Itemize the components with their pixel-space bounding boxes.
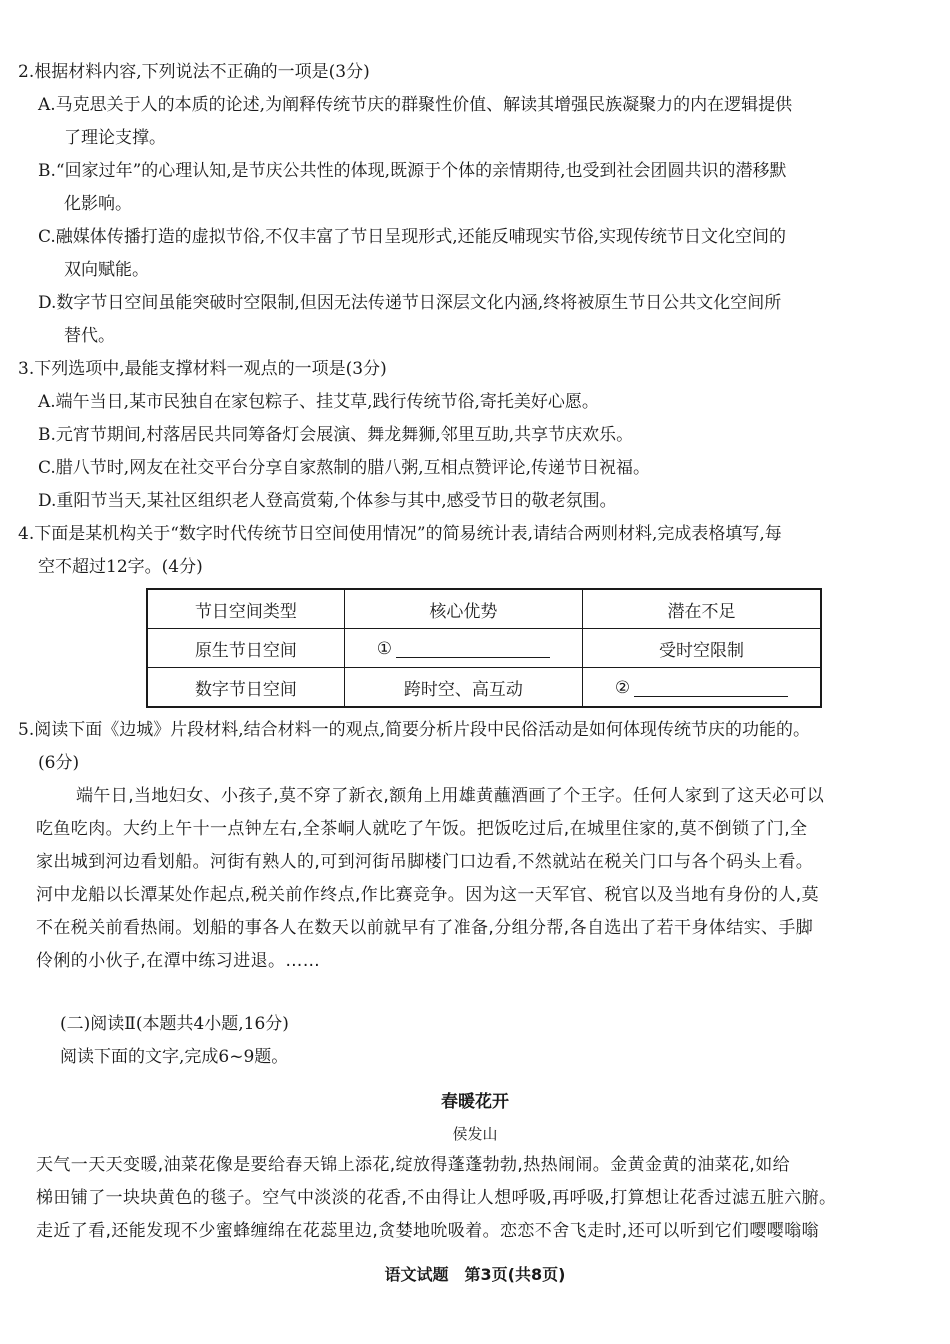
blank-cell-2[interactable] [582,668,821,708]
article-author: 侯发山 [452,1125,498,1143]
passage-line: 不在税关前看热闹。划船的事各人在数天以前就早有了准备,分组分帮,各自选出了若干身体结实、手脚 [36,918,814,938]
q2-option-c-cont: 双向赋能。 [64,260,149,280]
stats-table [146,588,822,708]
article-line: 天气一天天变暖,油菜花像是要给春天锦上添花,绽放得蓬蓬勃勃,热热闹闹。金黄金黄的油菜花,如给 [36,1155,791,1175]
passage-line: 吃鱼吃肉。大约上午十一点钟左右,全茶峒人就吃了午饭。把饭吃过后,在城里住家的,莫不倒锁了门,全 [36,819,808,839]
q2-option-d: D.数字节日空间虽能突破时空限制,但因无法传递节日深层文化内涵,终将被原生节日公共文化空间所 [38,293,782,313]
blank-cell-1[interactable] [344,629,582,668]
answer-blank-line[interactable] [634,676,788,697]
table-row [147,629,821,668]
page-footer: 语文试题 第3页(共8页) [384,1265,566,1284]
q3-option-a: A.端午当日,某市民独自在家包粽子、挂艾草,践行传统节俗,寄托美好心愿。 [38,392,599,412]
blank-marker: ② [614,678,631,698]
table-header: 节日空间类型 [147,589,344,629]
q2-stem: 2.根据材料内容,下列说法不正确的一项是(3分) [18,62,370,82]
table-header-row [147,589,821,629]
q2-option-d-cont: 替代。 [64,326,115,346]
article-title: 春暖花开 [441,1092,509,1112]
section-heading: (二)阅读Ⅱ(本题共4小题,16分) [60,1014,289,1034]
exam-page [18,56,932,1248]
q2-option-b: B.“回家过年”的心理认知,是节庆公共性的体现,既源于个体的亲情期待,也受到社会团圆共识的潜移默 [38,161,787,181]
table-header: 潜在不足 [582,589,821,629]
q3-option-d: D.重阳节当天,某社区组织老人登高赏菊,个体参与其中,感受节日的敬老氛围。 [38,491,617,511]
q2-option-a: A.马克思关于人的本质的论述,为阐释传统节庆的群聚性价值、解读其增强民族凝聚力的内在逻辑提供 [38,95,793,115]
q2-option-a-cont: 了理论支撑。 [64,128,166,148]
table-row [147,668,821,708]
q5-stem: 5.阅读下面《边城》片段材料,结合材料一的观点,简要分析片段中民俗活动是如何体现传统节庆的功能的。 [18,720,811,740]
table-cell-advantage: 跨时空、高互动 [344,668,582,708]
section-instruction: 阅读下面的文字,完成6~9题。 [60,1047,289,1067]
q5-stem-cont: (6分) [38,753,80,773]
q2-option-b-cont: 化影响。 [64,194,132,214]
answer-blank-line[interactable] [396,637,550,658]
q3-stem: 3.下列选项中,最能支撑材料一观点的一项是(3分) [18,359,387,379]
blank-marker: ① [376,639,393,659]
article-line: 梯田铺了一块块黄色的毯子。空气中淡淡的花香,不由得让人想呼吸,再呼吸,打算想让花香过滤五脏六腑。 [36,1188,837,1208]
table-cell-type: 数字节日空间 [147,668,344,708]
q4-stem: 4.下面是某机构关于“数字时代传统节日空间使用情况”的简易统计表,请结合两则材料,完成表格填写,每 [18,524,782,544]
q4-stem-cont: 空不超过12字。(4分) [38,557,203,577]
table-cell-type: 原生节日空间 [147,629,344,668]
passage-line: 河中龙船以长潭某处作起点,税关前作终点,作比赛竞争。因为这一天军官、税官以及当地有身份的人,莫 [36,885,820,905]
q3-option-b: B.元宵节期间,村落居民共同筹备灯会展演、舞龙舞狮,邻里互助,共享节庆欢乐。 [38,425,634,445]
q3-option-c: C.腊八节时,网友在社交平台分享自家熬制的腊八粥,互相点赞评论,传递节日祝福。 [38,458,651,478]
passage-line: 伶俐的小伙子,在潭中练习进退。…… [36,951,321,971]
passage-line: 家出城到河边看划船。河街有熟人的,可到河街吊脚楼门口边看,不然就站在税关门口与各个码头上看。 [36,852,814,872]
q2-option-c: C.融媒体传播打造的虚拟节俗,不仅丰富了节日呈现形式,还能反哺现实节俗,实现传统节日文化空间的 [38,227,787,247]
article-line: 走近了看,还能发现不少蜜蜂缠绵在花蕊里边,贪婪地吮吸着。恋恋不舍飞走时,还可以听到它们嘤嘤嗡嗡 [36,1221,820,1241]
table-cell-shortcoming: 受时空限制 [582,629,821,668]
table-header: 核心优势 [344,589,582,629]
passage-line: 端午日,当地妇女、小孩子,莫不穿了新衣,额角上用雄黄蘸酒画了个王字。任何人家到了这天必可以 [76,786,825,806]
